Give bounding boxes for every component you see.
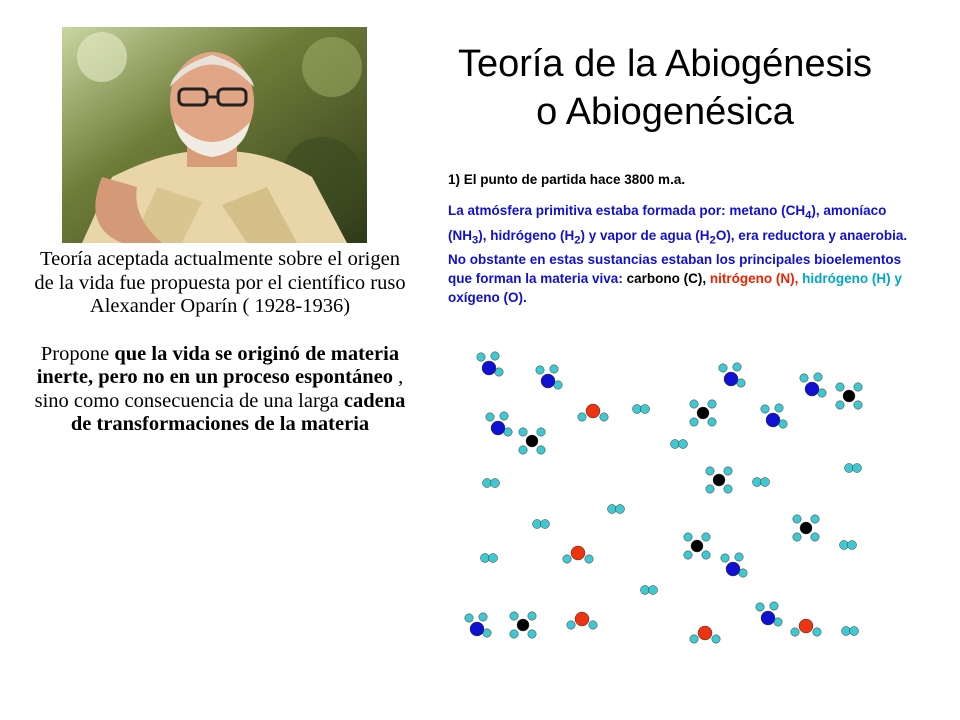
nitrogen-atom	[726, 562, 740, 576]
hydrogen-atom	[491, 479, 500, 488]
hydrogen-symbol: H	[876, 271, 887, 287]
intro-paragraph: Teoría aceptada actualmente sobre el origen de la vida fue propuesta por el científico ruso Alexander Oparín ( 1928-1936)	[34, 248, 406, 317]
carbon-atom	[800, 522, 812, 534]
hydrogen-atom	[537, 428, 545, 436]
left-text-block	[30, 248, 410, 437]
hydrogen-atom	[850, 627, 859, 636]
hydrogen-atom	[671, 440, 680, 449]
hydrogen-atom	[719, 364, 727, 372]
hydrogen-atom	[481, 554, 490, 563]
hydrogen-atom	[550, 365, 558, 373]
carbono-label: carbono (	[626, 271, 689, 287]
hydrogen-atom	[793, 515, 801, 523]
hydrogen-atom	[854, 383, 862, 391]
body-text-3: ), hidrógeno (H	[478, 227, 575, 243]
oxygen-symbol: O	[508, 290, 519, 306]
proposal-bold-1: que la vida se originó de materia inerte, pero no en un proceso espontáneo	[36, 342, 400, 388]
hydrogen-atom	[486, 413, 494, 421]
hydrogen-atom	[519, 428, 527, 436]
hydrogen-atom	[706, 485, 714, 493]
hydrogen-atom	[753, 478, 762, 487]
carbon-atom	[713, 474, 725, 486]
hydrogen-atom	[793, 533, 801, 541]
hydrogen-atom	[649, 586, 658, 595]
science-text-block	[448, 170, 918, 307]
carbon-atom	[697, 407, 709, 419]
title-line-2: o Abiogenésica	[536, 91, 794, 133]
hydrogen-atom	[633, 405, 642, 414]
hydrogen-atom	[563, 555, 571, 563]
hydrogen-atom	[537, 446, 545, 454]
end-paren: ).	[518, 290, 527, 306]
hydrogen-atom	[510, 630, 518, 638]
hydrogen-atom	[775, 404, 783, 412]
hydrogen-atom	[608, 505, 617, 514]
science-body	[448, 201, 918, 307]
nitrogeno-label: nitrógeno (	[709, 271, 781, 287]
nitrogen-atom	[805, 382, 819, 396]
hydrogen-atom	[702, 551, 710, 559]
hydrogen-atom	[578, 413, 586, 421]
hydrogen-atom	[600, 413, 608, 421]
hydrogen-atom	[641, 405, 650, 414]
hydrogen-atom	[541, 520, 550, 529]
oxygen-atom	[586, 404, 600, 418]
hydrogen-atom	[567, 621, 575, 629]
hidrogeno-label: hidrógeno (	[802, 271, 877, 287]
sub-3: 3	[472, 234, 479, 247]
hydrogen-atom	[735, 553, 743, 561]
nitrogen-atom	[491, 421, 505, 435]
hydrogen-atom	[684, 533, 692, 541]
oxygen-atom	[571, 546, 585, 560]
hydrogen-atom	[589, 621, 597, 629]
hydrogen-atom	[840, 541, 849, 550]
proposal-paragraph	[30, 343, 410, 437]
hydrogen-atom	[761, 405, 769, 413]
hydrogen-atom	[533, 520, 542, 529]
hydrogen-atom	[690, 400, 698, 408]
hydrogen-atom	[616, 505, 625, 514]
hydrogen-atom	[510, 612, 518, 620]
hydrogen-atom	[708, 400, 716, 408]
hydrogen-atom	[690, 418, 698, 426]
hydrogen-atom	[465, 614, 473, 622]
hydrogen-atom	[814, 373, 822, 381]
hydrogen-atom	[477, 353, 485, 361]
nitrogen-atom	[482, 361, 496, 375]
hydrogen-atom	[724, 485, 732, 493]
oxygen-atom	[575, 612, 589, 626]
hydrogen-atom	[679, 440, 688, 449]
hydrogen-atom	[813, 628, 821, 636]
oxygen-atom	[698, 626, 712, 640]
hydrogen-atom	[585, 555, 593, 563]
hydrogen-atom	[712, 635, 720, 643]
hydrogen-atom	[770, 602, 778, 610]
hydrogen-atom	[733, 363, 741, 371]
carbon-atom	[517, 619, 529, 631]
hydrogen-atom	[800, 374, 808, 382]
hydrogen-atom	[684, 551, 692, 559]
sub-4: 4	[805, 209, 812, 222]
hydrogen-atom	[479, 613, 487, 621]
hydrogen-atom	[641, 586, 650, 595]
nitrogen-atom	[766, 413, 780, 427]
hydrogen-atom	[811, 515, 819, 523]
oxigeno-label: oxígeno (	[448, 290, 508, 306]
hydrogen-atom	[721, 554, 729, 562]
hydrogen-atom	[491, 352, 499, 360]
body-text-4: ) y vapor de agua (H	[580, 227, 710, 243]
nitrogen-atom	[761, 611, 775, 625]
portrait-image	[62, 27, 367, 243]
hydrogen-atom	[848, 541, 857, 550]
hydrogen-atom	[702, 533, 710, 541]
body-text-2: ), amoníaco (NH	[448, 203, 887, 243]
proposal-part-1: Propone	[40, 342, 115, 365]
hydrogen-atom	[756, 603, 764, 611]
hydrogen-atom	[536, 366, 544, 374]
sub-2a: 2	[574, 234, 581, 247]
hydrogen-atom	[811, 533, 819, 541]
hydrogen-atom	[836, 383, 844, 391]
hydrogen-atom	[724, 467, 732, 475]
title-line-1: Teoría de la Abiogénesis	[457, 43, 873, 85]
carbon-atom	[843, 390, 855, 402]
molecule-diagram	[440, 330, 920, 670]
hydrogen-atom	[706, 467, 714, 475]
hydrogen-atom	[708, 418, 716, 426]
proposal-part-2: , sino como consecuencia de una larga	[34, 366, 404, 412]
slide-title	[420, 40, 910, 136]
nitrogen-symbol: N	[780, 271, 791, 287]
hydrogen-atom	[791, 628, 799, 636]
proposal-bold-2: cadena de transformaciones de la materia	[70, 389, 406, 435]
oparin-photo	[62, 27, 367, 243]
hydrogen-atom	[483, 479, 492, 488]
carbon-symbol: C	[688, 271, 698, 287]
science-heading: 1) El punto de partida hace 3800 m.a.	[448, 172, 686, 187]
hydrogen-atom	[690, 635, 698, 643]
hydrogen-atom	[853, 464, 862, 473]
sep-1: ),	[697, 271, 710, 287]
hydrogen-atom	[845, 464, 854, 473]
hydrogen-atom	[528, 630, 536, 638]
sub-2b: 2	[709, 234, 716, 247]
body-text-5: O), era reductora y anaerobia. No obstante en estas sustancias estaban los principales bioelementos que forman la materia viva:	[448, 227, 908, 287]
hydrogen-atom	[854, 401, 862, 409]
oxygen-atom	[799, 619, 813, 633]
nitrogen-atom	[541, 374, 555, 388]
carbon-atom	[526, 435, 538, 447]
carbon-atom	[691, 540, 703, 552]
nitrogen-atom	[724, 372, 738, 386]
hydrogen-atom	[528, 612, 536, 620]
sep-2: ),	[790, 271, 803, 287]
hydrogen-atom	[489, 554, 498, 563]
sep-3: ) y	[886, 271, 902, 287]
hydrogen-atom	[761, 478, 770, 487]
nitrogen-atom	[470, 622, 484, 636]
hydrogen-atom	[842, 627, 851, 636]
hydrogen-atom	[519, 446, 527, 454]
hydrogen-atom	[836, 401, 844, 409]
body-text-1: La atmósfera primitiva estaba formada por: metano (CH	[448, 203, 806, 218]
hydrogen-atom	[500, 412, 508, 420]
